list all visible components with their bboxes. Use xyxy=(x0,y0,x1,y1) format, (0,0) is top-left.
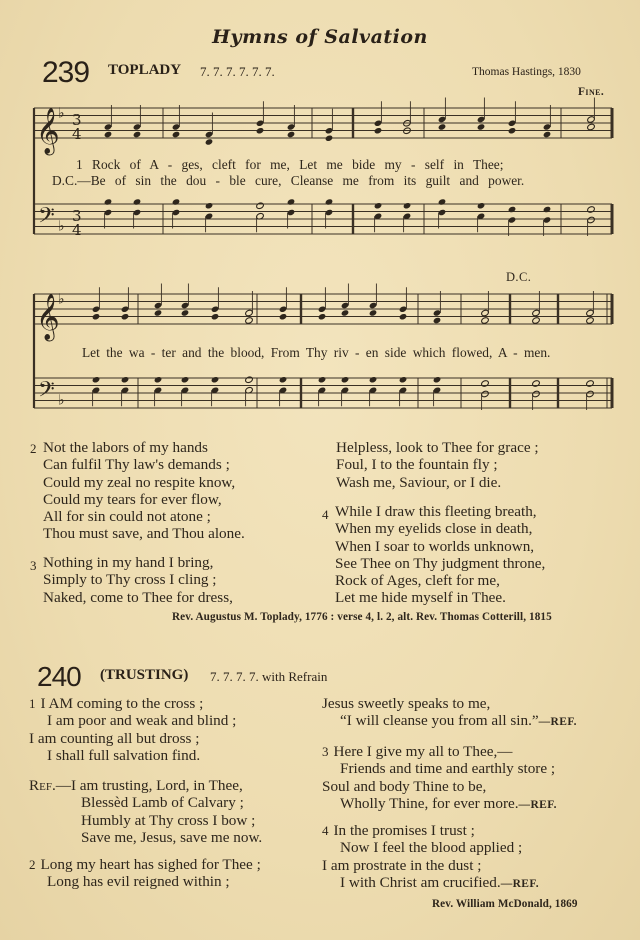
svg-text:3: 3 xyxy=(72,207,82,225)
verse-line: Naked, come to Thee for dress, xyxy=(43,588,233,606)
verse-line: Helpless, look to Thee for grace ; xyxy=(336,439,539,456)
verse-number: 2 xyxy=(30,441,37,456)
verse-line: Soul and body Thine to be, xyxy=(322,777,487,795)
hymn-239-verse-3-part-1 xyxy=(30,554,233,606)
hymn-239-tune-name: TOPLADY xyxy=(108,62,182,78)
hymn-240-verse-4 xyxy=(322,822,539,893)
verse-line: “I will cleanse you from all sin.” xyxy=(340,712,539,730)
system-1-lyrics-verse-1: 1 Rock of A - ges, cleft for me, Let me bide my - self in Thee; xyxy=(76,157,504,172)
verse-line: When I soar to worlds unknown, xyxy=(335,537,535,555)
verse-line: Long has evil reigned within ; xyxy=(47,873,230,891)
svg-text:♭: ♭ xyxy=(58,291,65,308)
verse-line: Let me hide myself in Thee. xyxy=(335,589,506,607)
verse-line: Now I feel the blood applied ; xyxy=(340,839,523,857)
system-1-lyrics-dc: D.C.—Be of sin the dou - ble cure, Cleanse me from its guilt and power. xyxy=(52,173,525,188)
refrain-label: Ref.— xyxy=(29,777,71,794)
refrain-cue: —REF. xyxy=(518,798,557,811)
verse-line: I am counting all but dross ; xyxy=(29,729,200,747)
hymn-240-meter: 7. 7. 7. 7. with Refrain xyxy=(210,669,328,684)
verse-line: Wash me, Saviour, or I die. xyxy=(336,473,502,491)
verse-number: 3 xyxy=(322,744,329,759)
hymn-239-verse-4 xyxy=(322,503,546,607)
verse-line: Humbly at Thy cross I bow ; xyxy=(81,811,256,829)
verse-line: Nothing in my hand I bring, xyxy=(43,554,214,571)
verse-number: 2 xyxy=(29,857,36,872)
verse-line: Can fulfil Thy law's demands ; xyxy=(43,456,230,474)
dc-marking: D.C. xyxy=(506,270,532,284)
hymn-240-attribution: Rev. William McDonald, 1869 xyxy=(432,898,578,910)
verse-line: Long my heart has sighed for Thee ; xyxy=(40,856,261,873)
hymn-239-verse-2 xyxy=(30,439,245,543)
hymn-239-meter: 7. 7. 7. 7. 7. 7. xyxy=(200,64,275,79)
verse-line: Jesus sweetly speaks to me, xyxy=(322,695,491,712)
verse-number: 1 xyxy=(29,696,36,711)
svg-text:♭: ♭ xyxy=(58,218,65,235)
running-head: Hymns of Salvation xyxy=(212,26,428,48)
system-2-lyrics: Let the wa - ter and the blood, From Thy riv - en side which flowed, A - men. xyxy=(82,345,551,360)
hymn-240-verse-3 xyxy=(322,743,557,814)
svg-text:4: 4 xyxy=(72,221,82,239)
svg-text:♭: ♭ xyxy=(58,392,65,409)
verse-number: 4 xyxy=(322,507,329,522)
verse-line: I am prostrate in the dust ; xyxy=(322,856,482,874)
verse-line: Blessèd Lamb of Calvary ; xyxy=(81,794,244,812)
music-notation xyxy=(0,0,640,450)
svg-text:𝄞: 𝄞 xyxy=(36,294,60,340)
svg-text:4: 4 xyxy=(72,125,82,143)
hymn-239-composer: Thomas Hastings, 1830 xyxy=(472,66,581,78)
verse-line: Foul, I to the fountain fly ; xyxy=(336,456,498,474)
verse-number: 4 xyxy=(322,823,329,838)
hymn-240-verse-1 xyxy=(29,695,236,764)
fine-marking: Fine. xyxy=(578,86,605,98)
verse-line: I shall full salvation find. xyxy=(47,746,201,764)
hymn-240-verse-2-part-1 xyxy=(29,856,261,891)
hymn-240-verse-2-part-2 xyxy=(322,695,577,732)
hymn-240-refrain xyxy=(29,777,262,846)
verse-line: Thou must save, and Thou alone. xyxy=(43,525,245,543)
refrain-cue: —REF. xyxy=(500,877,540,890)
verse-line: Not the labors of my hands xyxy=(43,439,208,456)
svg-text:𝄢: 𝄢 xyxy=(38,203,55,234)
svg-text:3: 3 xyxy=(72,111,82,129)
verse-line: Here I give my all to Thee,— xyxy=(333,743,513,760)
verse-line: See Thee on Thy judgment throne, xyxy=(335,554,546,572)
svg-text:♭: ♭ xyxy=(58,105,65,122)
verse-line: Could my tears for ever flow, xyxy=(43,490,222,508)
verse-line: Rock of Ages, cleft for me, xyxy=(335,572,500,590)
verse-line: All for sin could not atone ; xyxy=(43,508,211,526)
verse-line: Save me, Jesus, save me now. xyxy=(81,828,263,846)
verse-line: When my eyelids close in death, xyxy=(335,520,533,538)
verse-line: I am trusting, Lord, in Thee, xyxy=(70,777,243,794)
verse-line: I with Christ am crucified. xyxy=(340,873,501,891)
verse-line: Friends and time and earthly store ; xyxy=(340,760,556,778)
hymn-240-number: 240 xyxy=(37,661,81,692)
verse-line: I AM coming to the cross ; xyxy=(40,695,204,712)
svg-text:𝄞: 𝄞 xyxy=(36,108,60,154)
verse-line: Simply to Thy cross I cling ; xyxy=(43,571,217,589)
hymn-240-tune-name: (TRUSTING) xyxy=(100,667,189,683)
hymn-239-number: 239 xyxy=(42,56,90,89)
hymn-239-attribution: Rev. Augustus M. Toplady, 1776 : verse 4, l. 2, alt. Rev. Thomas Cotterill, 1815 xyxy=(172,611,552,623)
refrain-cue: —REF. xyxy=(538,716,577,729)
verse-line: In the promises I trust ; xyxy=(333,822,475,839)
verse-line: While I draw this fleeting breath, xyxy=(335,503,537,520)
hymn-239-verse-3-part-2 xyxy=(336,439,539,491)
verse-line: I am poor and weak and blind ; xyxy=(47,712,237,730)
verse-number: 3 xyxy=(30,558,37,573)
svg-text:𝄢: 𝄢 xyxy=(38,377,55,408)
verse-line: Wholly Thine, for ever more. xyxy=(340,794,519,812)
verse-line: Could my zeal no respite know, xyxy=(43,473,236,491)
